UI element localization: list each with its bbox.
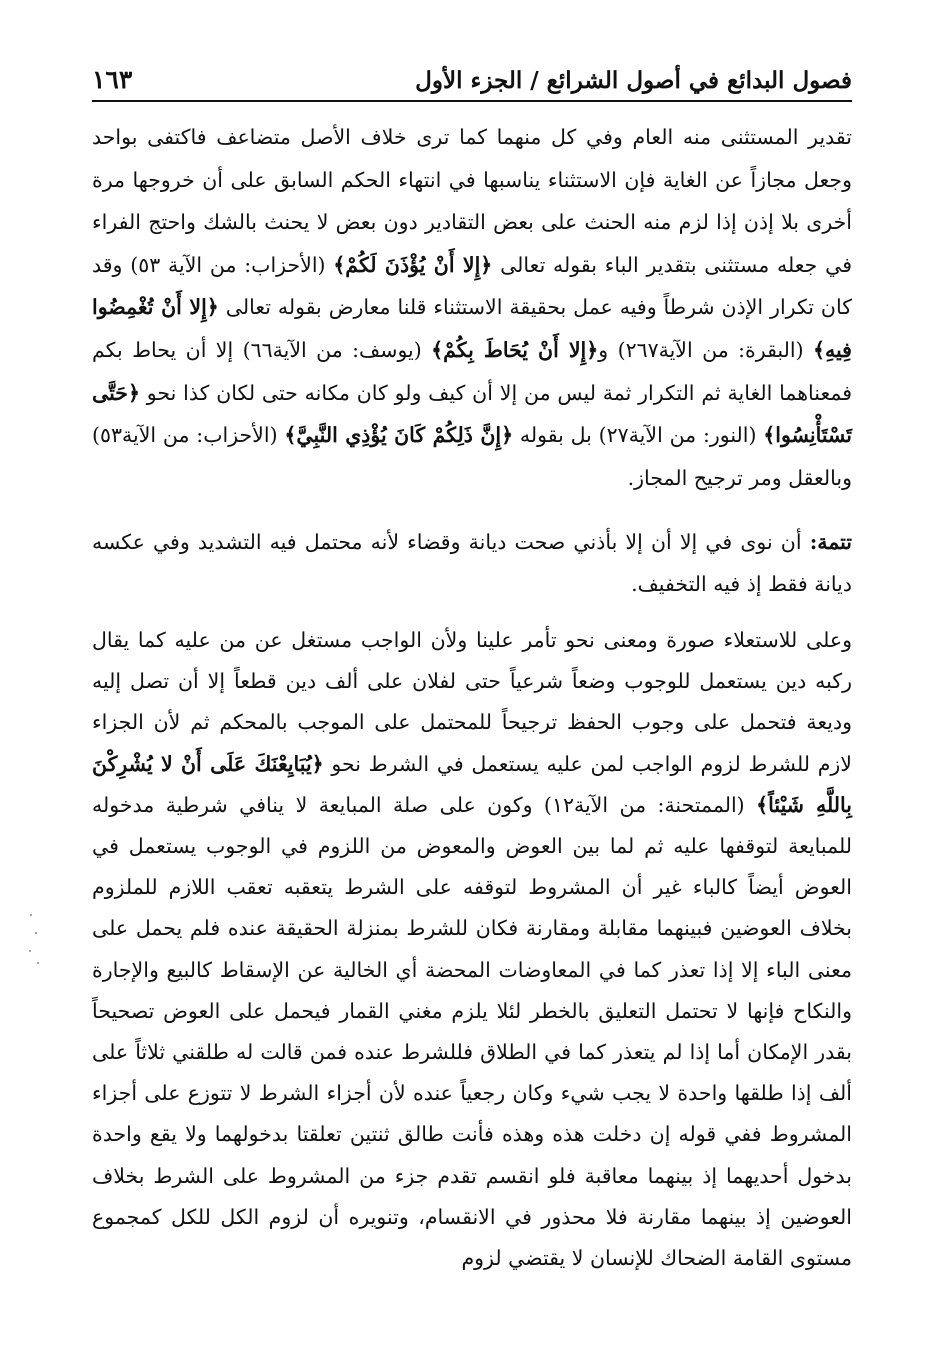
quran-quote: ﴿إِلا أَنْ يُحَاطَ بِكُمْ﴾ xyxy=(431,337,599,362)
quran-quote: ﴿يُبَايِعْنَكَ عَلَى أَنْ لا يُشْرِكْنَ بِاللَّهِ شَيْئاً﴾ xyxy=(92,751,852,817)
page-header-title: فصول البدائع في أصول الشرائع / الجزء الأول xyxy=(415,67,852,94)
quran-quote: ﴿إِلا أَنْ تُغْمِضُوا فِيهِ﴾ xyxy=(92,295,852,362)
text-run: (الممتحنة: من الآية١٢) وكون على صلة المبايعة لا ينافي شرطية مدخوله للمبايعة لتوقفها عليه ثم لما بين العوض والمعوض من اللزوم في الوجوب يستعمل في العوض أيضاً كالباء غير أن المشروط لتوقفه على الشرط يتعقبه تعقب اللازم للملزوم بخلاف العوضين فبينهما مقابلة ومقارنة فكان للشرط بمنزلة الحقيقة عنده فلم يحمل على معنى الباء إلا إذا تعذر كما في المعاوضات المحضة أي الخالية عن الإسقاط كالبيع والإجارة والنكاح فإنها لا تحتمل التعليق بالخطر لئلا يلزم مغني القمار فيحمل على العوض تصحيحاً بقدر الإمكان أما إذا لم يتعذر كما في الطلاق فللشرط عنده فمن قالت له طلقني ثلاثاً على ألف إذا طلقها واحدة لا يجب شيء وكان رجعياً عنده لأن أجزاء الشرط لا تتوزع على أجزاء المشروط ففي قوله إن دخلت هذه وهذه فأنت طالق ثنتين تعلقتا بدخولهما ولا يقع واحدة بدخول أحديهما إذ بينهما معاقبة فلو انقسم تقدم جزء من المشروط على الشرط بخلاف العوضين إذ بينهما مقارنة فلا محذور في الانقسام، وتنويره أن لزوم الكل للكل كمجموع مستوى القامة الضحاك للإنسان لا يقتضي لزوم xyxy=(92,792,852,1271)
paragraph-3 xyxy=(92,620,852,1279)
text-run: (يوسف: من الآية٦٦) إلا أن يحاط بكم فمعناهما الغاية ثم التكرار ثمة ليس من إلا أن كيف ولو كان مكانه حتى لكان كذا نحو xyxy=(92,337,852,405)
paragraph-text xyxy=(92,521,852,605)
note-label: تتمة: xyxy=(809,530,852,554)
paragraph-2 xyxy=(92,521,852,605)
text-run: (الأحزاب: من الآية٥٣) وبالعقل ومر ترجيح المجاز. xyxy=(92,423,852,490)
scan-specks xyxy=(28,910,40,970)
paragraph-text xyxy=(92,620,852,1279)
text-run: (الأحزاب: من الآية ٥٣) وقد كان تكرار الإذن شرطاً وفيه عمل بحقيقة الاستثناء قلنا معارض بقوله تعالى xyxy=(92,252,852,320)
page-header xyxy=(92,52,852,102)
text-run: وعلى للاستعلاء صورة ومعنى نحو تأمر علينا ولأن الواجب مستغل عن من عليه كما يقال ركبه دين يستعمل للوجوب وضعاً شرعياً حتى لفلان على ألف دين قطعاً إلا أن تصل إليه وديعة فتحمل على وجوب الحفظ ترجيحاً للمحتمل على الموجب بالمحكم ثم لأن الجزاء لازم للشرط لزوم الواجب لمن عليه يستعمل في الشرط نحو xyxy=(92,628,852,776)
quran-quote: ﴿إِلا أَنْ يُؤْذَنَ لَكُمْ﴾ xyxy=(333,252,493,277)
text-run: تقدير المستثنى منه العام وفي كل منهما كما ترى خلاف الأصل متضاعف فاكتفى بواحد وجعل مجازاً عن الغاية فإن الاستثناء يناسبها في انتهاء الحكم السابق على أن خروجها مرة أخرى بلا إذن إذا لزم منه الحنث على بعض التقادير دون بعض لا يحنث بالشك واحتج الفراء في جعله مستثنى بتقدير الباء بقوله تعالى xyxy=(92,125,852,277)
text-run: (البقرة: من الآية٢٦٧) و xyxy=(598,337,813,362)
paragraph-1 xyxy=(92,116,852,499)
text-run: أن نوى في إلا أن إلا بأذني صحت ديانة وقضاء لأنه محتمل فيه التشديد وفي عكسه ديانة فقط إذ فيه التخفيف. xyxy=(92,530,852,596)
text-run: (النور: من الآية٢٧) بل بقوله xyxy=(513,423,764,448)
quran-quote: ﴿حَتَّى تَسْتَأْنِسُوا﴾ xyxy=(92,380,852,448)
page-number: ١٦٣ xyxy=(92,65,133,94)
quran-quote: ﴿إِنَّ ذَلِكُمْ كَانَ يُؤْذِي النَّبِيَّ﴾ xyxy=(284,423,514,448)
paragraph-text xyxy=(92,116,852,499)
